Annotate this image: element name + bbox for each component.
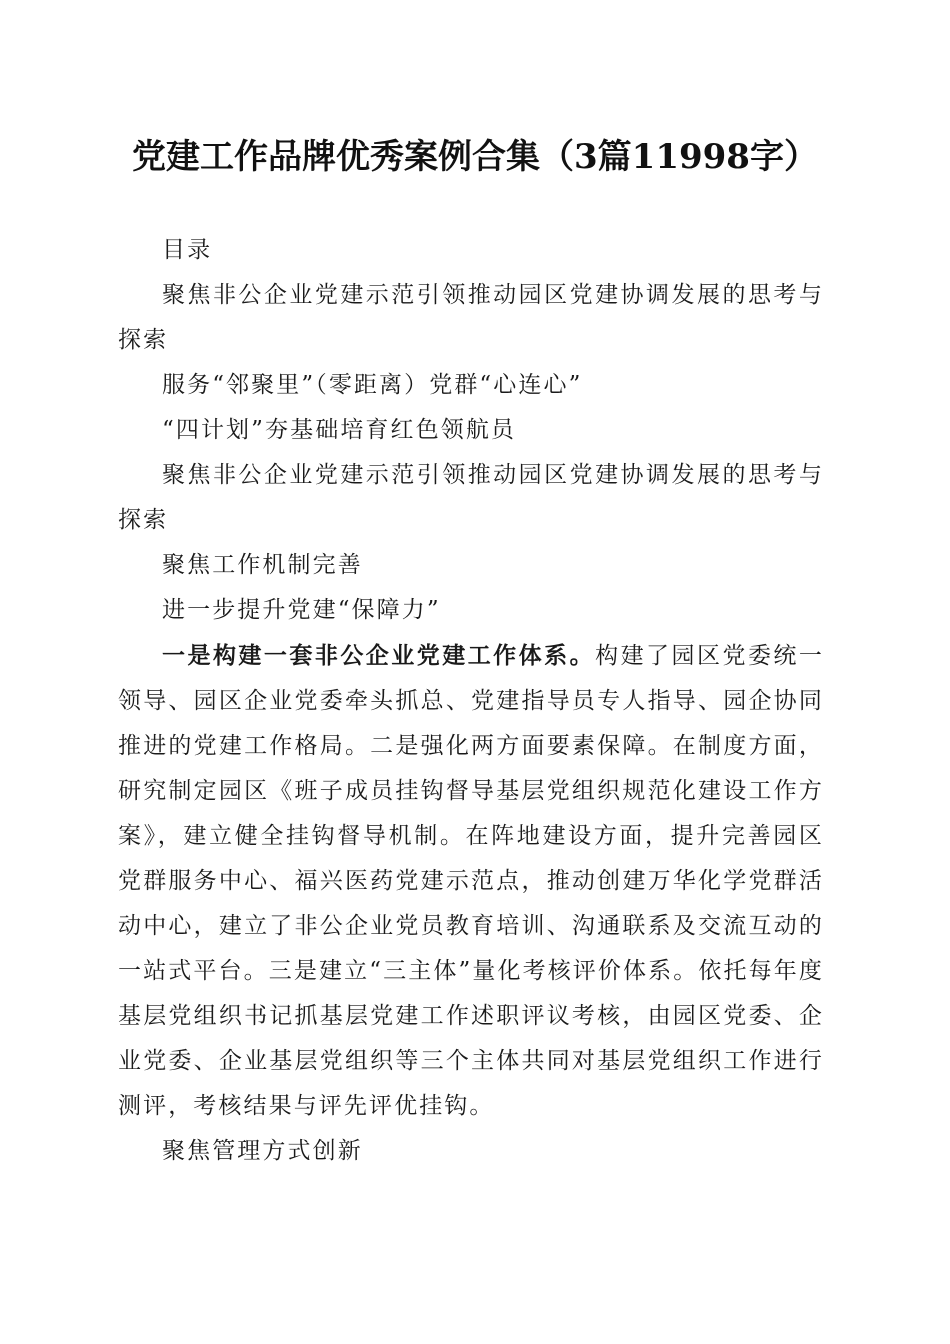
document-body (118, 228, 824, 1174)
body-paragraph (118, 633, 824, 1129)
document-title: 党建工作品牌优秀案例合集（3篇11998字） (132, 137, 818, 177)
toc-item: “四计划”夯基础培育红色领航员 (162, 417, 517, 443)
paragraph-body: 构建了园区党委统一领导、园区企业党委牵头抓总、党建指导员专人指导、园企协同推进的党建工作格局。二是强化两方面要素保障。在制度方面，研究制定园区《班子成员挂钩督导基层党组织规范化建设工作方案》，建立健全挂钩督导机制。在阵地建设方面，提升完善园区党群服务中心、福兴医药党建示范点，推动创建万华化学党群活动中心，建立了非公企业党员教育培训、沟通联系及交流互动的一站式平台。三是建立“三主体”量化考核评价体系。依托每年度基层党组织书记抓基层党建工作述职评议考核，由园区党委、企业党委、企业基层党组织等三个主体共同对基层党组织工作进行测评，考核结果与评先评优挂钩。 (118, 643, 824, 1119)
toc-heading: 目录 (162, 237, 213, 263)
toc-item: 服务“邻聚里”（零距离）党群“心连心” (162, 372, 583, 398)
section-heading: 聚焦工作机制完善 (162, 552, 363, 578)
article-title: 聚焦非公企业党建示范引领推动园区党建协调发展的思考与探索 (118, 462, 824, 533)
section-subheading: 进一步提升党建“保障力” (162, 597, 441, 623)
paragraph-lead: 一是构建一套非公企业党建工作体系。 (162, 642, 596, 669)
toc-item: 聚焦非公企业党建示范引领推动园区党建协调发展的思考与探索 (118, 282, 824, 353)
section-heading: 聚焦管理方式创新 (162, 1138, 363, 1164)
